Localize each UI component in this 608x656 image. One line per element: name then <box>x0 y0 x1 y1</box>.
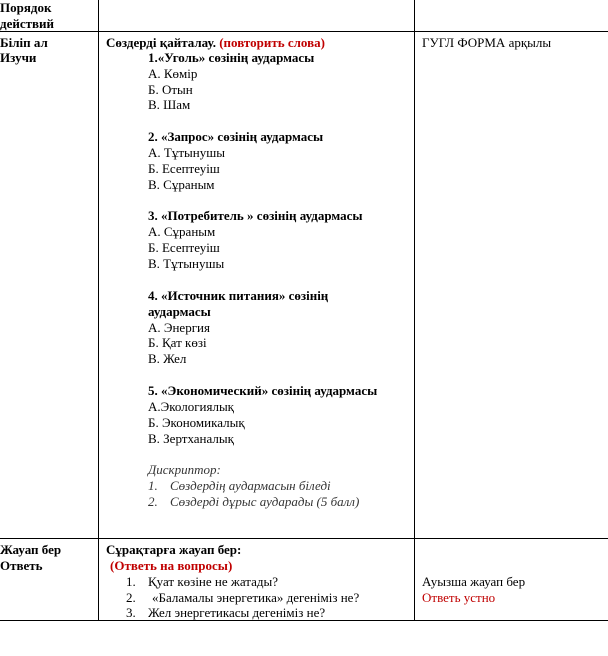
row-divider-top <box>0 31 608 32</box>
row1-method: ГУГЛ ФОРМА арқылы <box>422 35 552 50</box>
question-3-option-a: А. Сұраным <box>148 224 216 239</box>
row2-label-ru: Ответь <box>0 558 43 573</box>
question-5-option-b: Б. Экономикалық <box>148 415 245 430</box>
descriptor-2-text: Сөздерді дұрыс аударады (5 балл) <box>170 494 360 509</box>
question-4: 4. «Источник питания» сөзінің <box>148 288 329 303</box>
question-2-option-c: В. Сұраным <box>148 177 215 192</box>
row1-label-ru: Изучи <box>0 50 37 65</box>
question-3-option-c: В. Тұтынушы <box>148 256 225 271</box>
column-divider-1 <box>98 0 99 621</box>
row2-method-kz: Ауызша жауап бер <box>422 574 526 589</box>
row2-item-1-number: 1. <box>126 574 136 589</box>
row2-method-ru: Ответь устно <box>422 590 496 605</box>
descriptor-title: Дискриптор: <box>148 462 221 477</box>
descriptor-1-text: Сөздердің аудармасын біледі <box>170 478 331 493</box>
row2-item-3-text: Жел энергетикасы дегеніміз не? <box>148 605 326 620</box>
question-5-option-c: В. Зертханалық <box>148 431 234 446</box>
row2-title-ru: (Ответь на вопросы) <box>110 558 233 573</box>
question-3-option-b: Б. Есептеуіш <box>148 240 220 255</box>
question-1-option-c: В. Шам <box>148 97 191 112</box>
header-label-order: Порядок <box>0 0 52 15</box>
question-4-option-c: В. Жел <box>148 351 187 366</box>
question-1-option-b: Б. Отын <box>148 82 193 97</box>
row1-title-ru: (повторить слова) <box>219 35 325 50</box>
row2-item-3-number: 3. <box>126 605 136 620</box>
row2-title-kz: Сұрақтарға жауап бер: <box>106 542 242 557</box>
question-3: 3. «Потребитель » сөзінің аудармасы <box>148 208 363 223</box>
question-5: 5. «Экономический» сөзінің аудармасы <box>148 383 378 398</box>
column-divider-2 <box>414 0 415 621</box>
question-1-option-a: А. Көмір <box>148 66 198 81</box>
row-divider-middle <box>0 538 608 539</box>
descriptor-1-number: 1. <box>148 478 158 493</box>
question-4-option-a: А. Энергия <box>148 320 210 335</box>
row1-title <box>106 35 325 51</box>
row2-item-1-text: Қуат көзіне не жатады? <box>148 574 279 589</box>
question-2-option-a: А. Тұтынушы <box>148 145 225 160</box>
header-label-actions: действий <box>0 16 54 31</box>
question-1: 1.«Уголь» сөзінің аудармасы <box>148 50 315 65</box>
question-2: 2. «Запрос» сөзінің аудармасы <box>148 129 324 144</box>
question-5-option-a: А.Экологиялық <box>148 399 234 414</box>
row1-title-kz: Сөздерді қайталау. <box>106 35 216 50</box>
question-4-option-b: Б. Қат көзі <box>148 335 207 350</box>
row2-label-kz: Жауап бер <box>0 542 62 557</box>
descriptor-2-number: 2. <box>148 494 158 509</box>
row2-item-2-number: 2. <box>126 590 136 605</box>
row1-label-kz: Біліп ал <box>0 35 48 50</box>
question-4-continued: аудармасы <box>148 304 211 319</box>
row2-item-2-text: «Баламалы энергетика» дегеніміз не? <box>152 590 360 605</box>
question-2-option-b: Б. Есептеуіш <box>148 161 220 176</box>
